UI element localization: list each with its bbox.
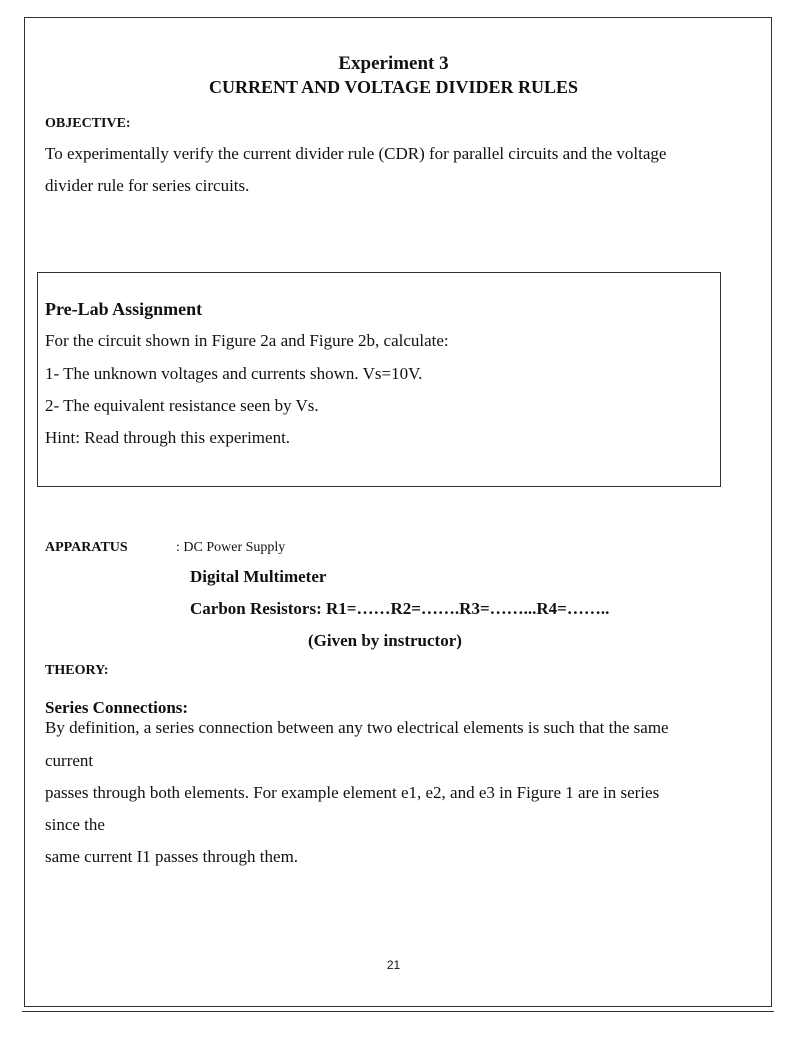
prelab-heading: Pre-Lab Assignment (45, 299, 203, 319)
apparatus-heading: APPARATUS (45, 540, 128, 555)
experiment-subtitle: CURRENT AND VOLTAGE DIVIDER RULES (208, 77, 579, 97)
bottom-rule (22, 1011, 774, 1012)
objective-line-1: To experimentally verify the current divider rule (CDR) for parallel circuits and the voltage (45, 144, 667, 163)
apparatus-multimeter: Digital Multimeter (190, 567, 327, 586)
apparatus-power-supply: : DC Power Supply (176, 540, 286, 555)
theory-line-4: since the (45, 815, 105, 834)
theory-heading: THEORY: (45, 663, 109, 678)
page-number: 21 (386, 958, 401, 972)
theory-line-3: passes through both elements. For example element e1, e2, and e3 in Figure 1 are in series (45, 783, 660, 802)
objective-heading: OBJECTIVE: (45, 116, 131, 131)
objective-line-2: divider rule for series circuits. (45, 176, 250, 195)
apparatus-given-by: (Given by instructor) (308, 631, 462, 650)
theory-line-1: By definition, a series connection between any two electrical elements is such that the same (45, 718, 669, 737)
prelab-line-2: 1- The unknown voltages and currents shown. Vs=10V. (45, 364, 423, 383)
prelab-line-3: 2- The equivalent resistance seen by Vs. (45, 396, 319, 415)
prelab-line-1: For the circuit shown in Figure 2a and Figure 2b, calculate: (45, 331, 449, 350)
experiment-title: Experiment 3 (338, 53, 449, 74)
series-connections-heading: Series Connections: (45, 698, 189, 717)
prelab-line-4: Hint: Read through this experiment. (45, 428, 291, 447)
theory-line-2: current (45, 751, 94, 770)
apparatus-resistors: Carbon Resistors: R1=……R2=…….R3=……...R4=…….. (190, 599, 610, 618)
theory-line-5: same current I1 passes through them. (45, 847, 299, 866)
